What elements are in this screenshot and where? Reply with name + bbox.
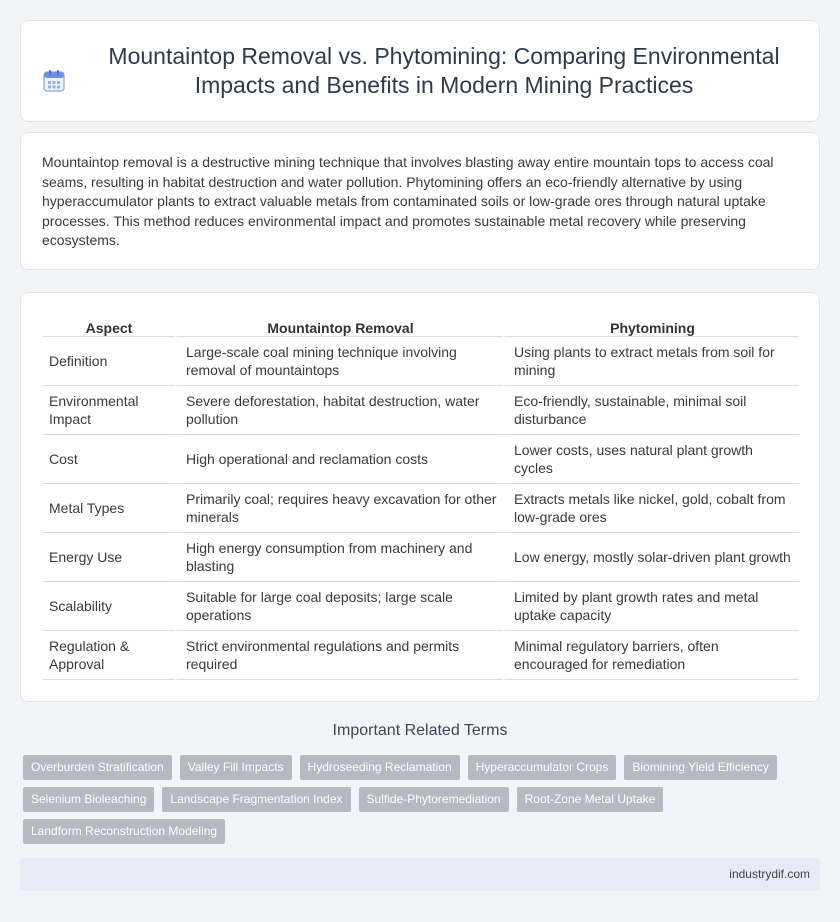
header-aspect: Aspect	[43, 315, 175, 337]
row-mountaintop-value: Severe deforestation, habitat destruction, water pollution	[175, 386, 503, 435]
row-mountaintop-value: Primarily coal; requires heavy excavation for other minerals	[175, 484, 503, 533]
header-phytomining: Phytomining	[503, 315, 799, 337]
footer-site-link[interactable]: industrydif.com	[729, 867, 810, 881]
term-tag[interactable]: Hyperaccumulator Crops	[468, 755, 617, 780]
table-row	[43, 582, 799, 631]
title-card	[20, 20, 820, 122]
row-aspect: Energy Use	[43, 533, 175, 582]
comparison-card	[20, 292, 820, 702]
row-phytomining-value: Minimal regulatory barriers, often encouraged for remediation	[503, 631, 799, 680]
term-tag[interactable]: Root-Zone Metal Uptake	[517, 787, 664, 812]
row-phytomining-value: Extracts metals like nickel, gold, cobalt from low-grade ores	[503, 484, 799, 533]
term-tag[interactable]: Hydroseeding Reclamation	[300, 755, 460, 780]
footer	[20, 858, 820, 891]
intro-card	[20, 132, 820, 270]
row-phytomining-value: Lower costs, uses natural plant growth cycles	[503, 435, 799, 484]
row-aspect: Scalability	[43, 582, 175, 631]
row-phytomining-value: Low energy, mostly solar-driven plant growth	[503, 533, 799, 582]
related-terms-list	[23, 755, 813, 851]
page-title: Mountaintop Removal vs. Phytomining: Comparing Environmental Impacts and Benefits in Modern Mining Practices	[108, 43, 780, 98]
term-tag[interactable]: Selenium Bioleaching	[23, 787, 154, 812]
table-row	[43, 631, 799, 680]
table-row	[43, 337, 799, 386]
intro-paragraph: Mountaintop removal is a destructive mining technique that involves blasting away entire mountain tops to access coal seams, resulting in habitat destruction and water pollution. Phytomining offers an eco-friendly alternative by using hyperaccumulator plants to extract valuable metals from contaminated soils or low-grade ores through natural uptake processes. This method reduces environmental impact and promotes sustainable metal recovery while preserving ecosystems.	[42, 154, 774, 249]
row-aspect: Metal Types	[43, 484, 175, 533]
row-mountaintop-value: Strict environmental regulations and permits required	[175, 631, 503, 680]
row-aspect: Definition	[43, 337, 175, 386]
header-mountaintop-removal: Mountaintop Removal	[175, 315, 503, 337]
table-header-row	[43, 315, 799, 337]
term-tag[interactable]: Landscape Fragmentation Index	[162, 787, 350, 812]
calendar-icon	[41, 68, 67, 94]
table-row	[43, 533, 799, 582]
row-mountaintop-value: High energy consumption from machinery and blasting	[175, 533, 503, 582]
table-row	[43, 484, 799, 533]
related-terms-title: Important Related Terms	[332, 722, 508, 739]
row-aspect: Regulation & Approval	[43, 631, 175, 680]
row-aspect: Cost	[43, 435, 175, 484]
term-tag[interactable]: Valley Fill Impacts	[180, 755, 292, 780]
row-mountaintop-value: Suitable for large coal deposits; large scale operations	[175, 582, 503, 631]
row-mountaintop-value: High operational and reclamation costs	[175, 435, 503, 484]
row-mountaintop-value: Large-scale coal mining technique involving removal of mountaintops	[175, 337, 503, 386]
table-row	[43, 435, 799, 484]
row-phytomining-value: Using plants to extract metals from soil for mining	[503, 337, 799, 386]
row-phytomining-value: Limited by plant growth rates and metal uptake capacity	[503, 582, 799, 631]
comparison-table	[43, 315, 799, 680]
term-tag[interactable]: Landform Reconstruction Modeling	[23, 819, 225, 844]
row-phytomining-value: Eco-friendly, sustainable, minimal soil disturbance	[503, 386, 799, 435]
table-row	[43, 386, 799, 435]
term-tag[interactable]: Biomining Yield Efficiency	[624, 755, 777, 780]
term-tag[interactable]: Sulfide-Phytoremediation	[359, 787, 509, 812]
row-aspect: Environmental Impact	[43, 386, 175, 435]
term-tag[interactable]: Overburden Stratification	[23, 755, 172, 780]
